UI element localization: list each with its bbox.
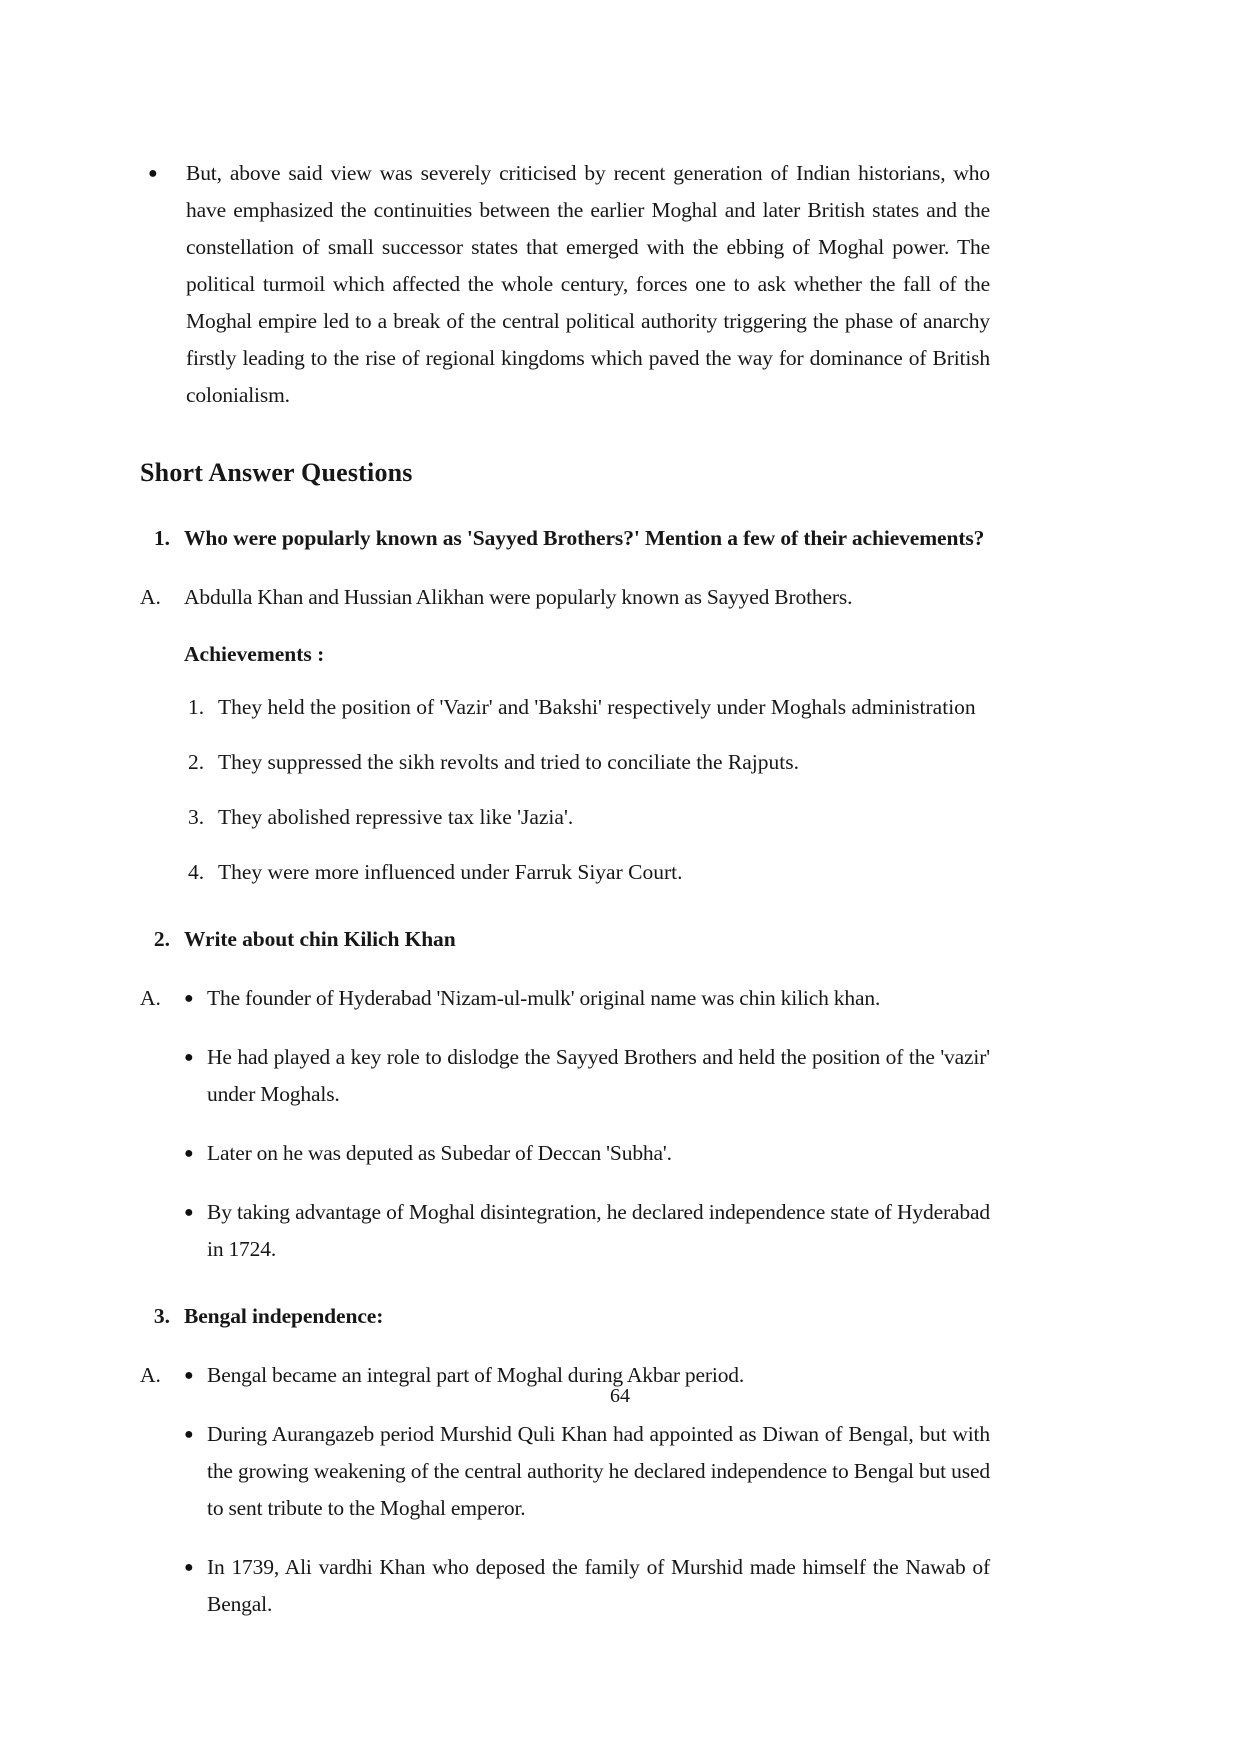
question-number-2: 2. — [153, 927, 170, 951]
answer-row-2 — [140, 980, 990, 1268]
list-item-text: They held the position of 'Vazir' and 'Bakshi' respectively under Moghals administration — [218, 695, 976, 719]
list-item-marker: 1. — [188, 695, 205, 719]
list-item-marker: 4. — [188, 860, 205, 884]
list-item-text: The founder of Hyderabad 'Nizam-ul-mulk' original name was chin kilich khan. — [207, 986, 881, 1010]
list-item — [184, 980, 990, 1017]
answer-label-1: A. — [140, 585, 161, 609]
question-text-1: Who were popularly known as 'Sayyed Brothers?' Mention a few of their achievements? — [184, 526, 985, 550]
list-item-text: During Aurangazeb period Murshid Quli Khan had appointed as Diwan of Bengal, but with the growing weakening of the central authority he declared independence to Bengal but used to sent tribute to the Moghal emperor. — [207, 1422, 990, 1520]
list-item-text: He had played a key role to dislodge the Sayyed Brothers and held the position of the 'vazir' under Moghals. — [207, 1045, 990, 1106]
bullet-icon: ● — [184, 1426, 194, 1443]
intro-bullet-row — [148, 155, 990, 414]
list-item-marker: 2. — [188, 750, 205, 774]
section-heading: Short Answer Questions — [140, 458, 413, 487]
list-item — [184, 1416, 990, 1527]
bullet-icon: ● — [184, 1145, 194, 1162]
question-text-2: Write about chin Kilich Khan — [184, 927, 456, 951]
intro-paragraph-block — [148, 155, 990, 414]
bullet-icon: ● — [184, 1049, 194, 1066]
question-row-2 — [140, 921, 990, 958]
list-item — [184, 854, 990, 891]
list-item — [184, 744, 990, 781]
list-item — [184, 1549, 990, 1623]
list-item-text: In 1739, Ali vardhi Khan who deposed the family of Murshid made himself the Nawab of Bengal. — [207, 1555, 990, 1616]
list-item — [184, 1039, 990, 1113]
achievements-list — [184, 689, 990, 891]
list-item — [184, 1135, 990, 1172]
bullet-icon: ● — [184, 1204, 194, 1221]
bullet-icon: ● — [184, 1559, 194, 1576]
question-row-1 — [140, 520, 990, 557]
list-item — [184, 799, 990, 836]
question-text-3: Bengal independence: — [184, 1304, 384, 1328]
list-item — [184, 689, 990, 726]
bullet-icon: ● — [184, 990, 194, 1007]
list-item-text: By taking advantage of Moghal disintegration, he declared independence state of Hyderabad in 1724. — [207, 1200, 990, 1261]
page-number: 64 — [610, 1385, 630, 1407]
answer-label-2: A. — [140, 986, 161, 1010]
list-item-text: They suppressed the sikh revolts and tried to conciliate the Rajputs. — [218, 750, 799, 774]
answer-body-1 — [184, 579, 990, 891]
answer-intro-1: Abdulla Khan and Hussian Alikhan were popularly known as Sayyed Brothers. — [184, 585, 853, 609]
achievements-subheading: Achievements : — [184, 642, 325, 666]
list-item-text: Bengal became an integral part of Moghal during Akbar period. — [207, 1363, 745, 1387]
answer-row-1 — [140, 579, 990, 891]
question-number-3: 3. — [153, 1304, 170, 1328]
answer-body-2 — [184, 980, 990, 1268]
question-number-1: 1. — [153, 526, 170, 550]
bullet-icon: ● — [184, 1367, 194, 1384]
intro-bullet-text: But, above said view was severely criticised by recent generation of Indian historians, who have emphasized the continuities between the earlier Moghal and later British states and the constellation of small successor states that emerged with the ebbing of Moghal power. The political turmoil which affected the whole century, forces one to ask whether the fall of the Moghal empire led to a break of the central political authority triggering the phase of anarchy firstly leading to the rise of regional kingdoms which paved the way for dominance of British colonialism. — [186, 161, 990, 407]
list-item — [184, 1194, 990, 1268]
list-item-marker: 3. — [188, 805, 205, 829]
question-row-3 — [140, 1298, 990, 1335]
bullet-icon: ● — [148, 165, 158, 182]
answer-label-3: A. — [140, 1363, 161, 1387]
list-item-text: They abolished repressive tax like 'Jazia'. — [218, 805, 574, 829]
list-item-text: They were more influenced under Farruk Siyar Court. — [218, 860, 683, 884]
list-item-text: Later on he was deputed as Subedar of Deccan 'Subha'. — [207, 1141, 672, 1165]
